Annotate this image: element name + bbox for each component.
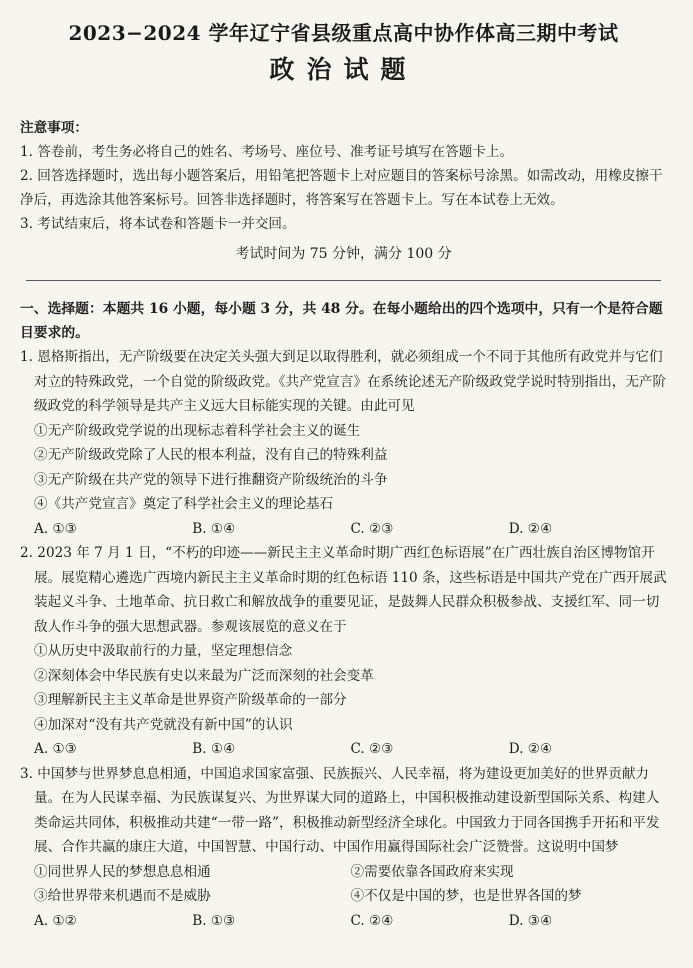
statement-option: ①从历史中汲取前行的力量，坚定理想信念: [34, 643, 293, 659]
notice-block: [20, 116, 667, 266]
statement-option: ④不仅是中国的梦，也是世界各国的梦: [350, 888, 582, 904]
statement-row: [20, 884, 667, 909]
choice-a: A. ①③: [34, 520, 77, 537]
choice-b: B. ①③: [192, 912, 236, 929]
exam-time: 考试时间为 75 分钟，满分 100 分: [235, 246, 452, 262]
statement-option: ④加深对“没有共产党就没有新中国”的认识: [34, 716, 293, 733]
subject-title: 政治试题: [269, 55, 418, 84]
statement-option: ④《共产党宣言》奠定了科学社会主义的理论基石: [34, 496, 334, 512]
exam-title: 2023−2024 学年辽宁省县级重点高中协作体高三期中考试: [68, 21, 619, 45]
statement-option: ③理解新民主主义革命是世界资产阶级革命的一部分: [34, 692, 347, 708]
question-stem: 1. 恩格斯指出，无产阶级要在决定关头强大到足以取得胜利，就必须组成一个不同于其他所有政党并与它们对立的特殊政党，一个自觉的阶级政党。《共产党宣言》在系统论述无产阶级政党学说时特别指出，无产阶级政党的科学领导是共产主义远大目标能实现的关键。由此可见: [20, 349, 667, 414]
answer-choices: [20, 517, 667, 542]
notice-item: 1. 答卷前，考生务必将自己的姓名、考场号、座位号、准考证号填写在答题卡上。: [20, 144, 514, 160]
divider: [26, 280, 661, 281]
statement-option: ②无产阶级政党除了人民的根本利益，没有自己的特殊利益: [34, 447, 388, 463]
notice-item: 2. 回答选择题时，选出每小题答案后，用铅笔把答题卡上对应题目的答案标号涂黑。如需改动，用橡皮擦干净后，再选涂其他答案标号。回答非选择题时，将答案写在答题卡上。写在本试卷上无效。: [20, 168, 663, 208]
choice-d: D. ②④: [508, 741, 553, 757]
choice-c: C. ②③: [350, 520, 394, 537]
question-stem: 3. 中国梦与世界梦息息相通，中国追求国家富强、民族振兴、人民幸福，将为建设更加美好的世界贡献力量。在为人民谋幸福、为民族谋复兴、为世界谋大同的道路上，中国积极推动建设新型国际关系、构建人类命运共同体，积极推动共建“一带一路”，积极推动新型经济全球化。中国致力于同各国携手开拓和平发展、合作共赢的康庄大道，中国智慧、中国行动、中国作用赢得国际社会广泛赞誉。这说明中国梦: [20, 765, 660, 855]
statement-option: ③无产阶级在共产党的领导下进行推翻资产阶级统治的斗争: [34, 471, 388, 488]
choice-d: D. ③④: [508, 912, 553, 929]
question-3: [20, 762, 667, 934]
statement-row: [20, 860, 667, 885]
choice-d: D. ②④: [508, 520, 553, 537]
choice-c: C. ②③: [350, 741, 394, 757]
answer-choices: [20, 909, 667, 934]
notice-heading: 注意事项：: [20, 120, 88, 136]
statement-option: ③给世界带来机遇而不是威胁: [34, 888, 211, 904]
choice-a: A. ①③: [34, 741, 77, 757]
statement-option: ①同世界人民的梦想息息相通: [34, 863, 211, 880]
choice-a: A. ①②: [34, 912, 77, 929]
section-heading: 一、选择题：本题共 16 小题，每小题 3 分，共 48 分。在每小题给出的四个选项中，只有一个是符合题目要求的。: [20, 301, 663, 341]
question-stem: 2. 2023 年 7 月 1 日，“不朽的印迹——新民主主义革命时期广西红色标语展”在广西壮族自治区博物馆开展。展览精心遴选广西境内新民主主义革命时期的红色标语 110 条，这些标语是中国共产党在广西开展武装起义斗争、土地革命、抗日救亡和解放战争的重要见证，是鼓舞人民群众积极参战、支援红军、同一切敌人作斗争的强大思想武器。参观该展览的意义在于: [20, 545, 667, 635]
statement-option: ②需要依靠各国政府来实现: [350, 863, 514, 880]
statement-option: ②深刻体会中华民族有史以来最为广泛而深刻的社会变革: [34, 667, 374, 684]
question-1: [20, 345, 667, 541]
choice-b: B. ①④: [192, 741, 236, 757]
statement-option: ①无产阶级政党学说的出现标志着科学社会主义的诞生: [34, 422, 361, 439]
question-2: [20, 541, 667, 762]
notice-item: 3. 考试结束后，将本试卷和答题卡一并交回。: [20, 216, 296, 232]
answer-choices: [20, 737, 667, 762]
choice-c: C. ②④: [350, 912, 394, 929]
choice-b: B. ①④: [192, 520, 236, 537]
